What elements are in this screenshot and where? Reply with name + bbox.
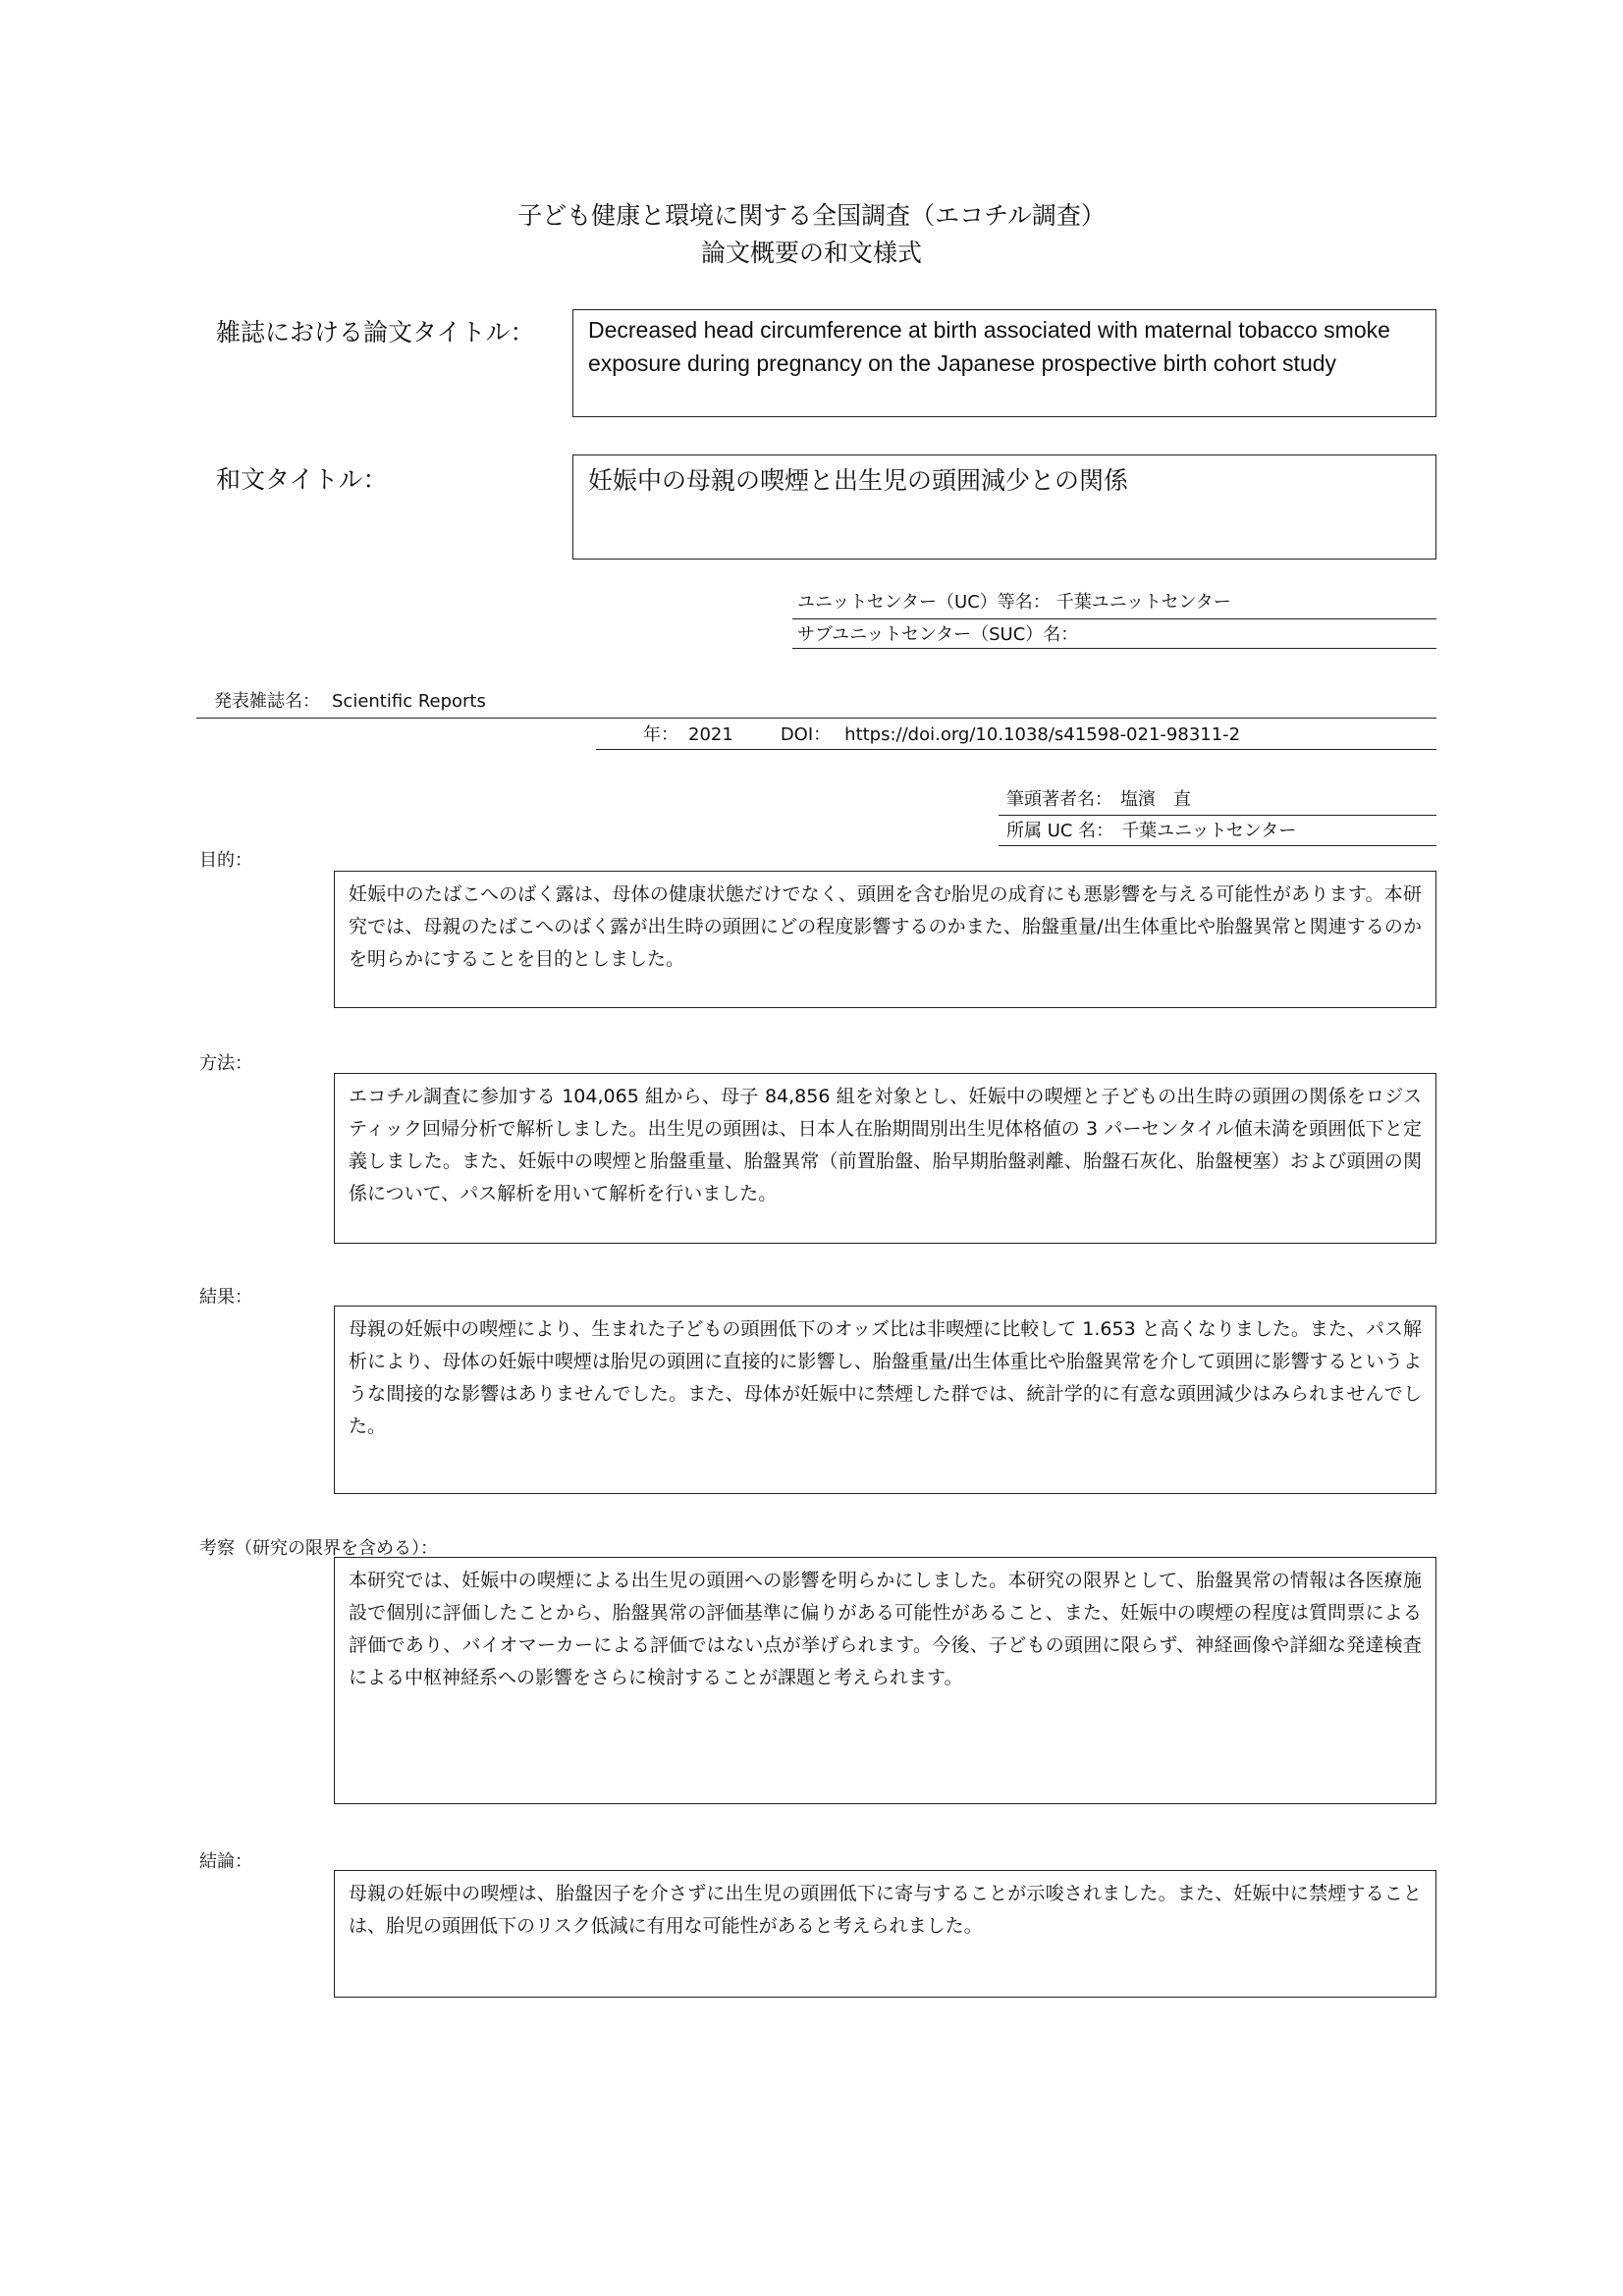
paper-title-box xyxy=(572,309,1436,417)
year-value: 2021 xyxy=(688,724,733,745)
first-author-label: 筆頭著者名： xyxy=(1006,789,1112,810)
doi-value: https://doi.org/10.1038/s41598-021-98311-2 xyxy=(844,724,1241,745)
unit-center-label: ユニットセンター（UC）等名： xyxy=(797,592,1051,613)
japanese-title-value: 妊娠中の母親の喫煙と出生児の頭囲減少との関係 xyxy=(588,466,1129,495)
conclusion-text: 母親の妊娠中の喫煙は、胎盤因子を介さずに出生児の頭囲低下に寄与することが示唆されました。また、妊娠中に禁煙することは、胎児の頭囲低下のリスク低減に有用な可能性があると考えられました。 xyxy=(349,1883,1422,1937)
method-box xyxy=(334,1073,1436,1244)
unit-center-row xyxy=(792,588,1436,619)
conclusion-label: 結論： xyxy=(199,1851,252,1872)
paper-title-label: 雑誌における論文タイトル： xyxy=(216,318,535,347)
japanese-title-label: 和文タイトル： xyxy=(216,465,388,494)
paper-title-value: Decreased head circumference at birth associated with maternal tobacco smoke exposure during pregnancy on the Japanese prospective birth cohort study xyxy=(588,317,1390,376)
form-subtitle: 論文概要の和文様式 xyxy=(700,239,922,267)
year-label: 年： xyxy=(643,724,678,745)
journal-row xyxy=(196,687,1436,719)
results-text: 母親の妊娠中の喫煙により、生まれた子どもの頭囲低下のオッズ比は非喫煙に比較して 1.653 と高くなりました。また、パス解析により、母体の妊娠中喫煙は胎児の頭囲に直接的に影響し、胎盤重量/出生体重比や胎盤異常を介して頭囲に影響するというような間接的な影響はありませんでした。また、母体が妊娠中に禁煙した群では、統計学的に有意な頭囲減少はみられませんでした。 xyxy=(349,1318,1422,1437)
sub-unit-center-row xyxy=(792,620,1436,649)
affiliation-label: 所属 UC 名： xyxy=(1006,821,1114,841)
method-label: 方法： xyxy=(199,1053,252,1074)
results-box xyxy=(334,1306,1436,1494)
discussion-text: 本研究では、妊娠中の喫煙による出生児の頭囲への影響を明らかにしました。本研究の限界として、胎盤異常の情報は各医療施設で個別に評価したことから、胎盤異常の評価基準に偏りがある可能性があること、また、妊娠中の喫煙の程度は質問票による評価であり、バイオマーカーによる評価ではない点が挙げられます。今後、子どもの頭囲に限らず、神経画像や詳細な発達検査による中枢神経系への影響をさらに検討することが課題と考えられます。 xyxy=(349,1570,1422,1688)
purpose-box xyxy=(334,871,1436,1008)
discussion-box xyxy=(334,1557,1436,1804)
sub-unit-center-label: サブユニットセンター（SUC）名： xyxy=(797,624,1079,645)
japanese-title-box xyxy=(572,454,1436,560)
affiliation-value: 千葉ユニットセンター xyxy=(1121,821,1297,841)
doi-label: DOI： xyxy=(780,724,832,745)
journal-label: 発表雑誌名： xyxy=(214,691,320,712)
form-title: 子ども健康と環境に関する全国調査（エコチル調査） xyxy=(517,201,1106,230)
method-text: エコチル調査に参加する 104,065 組から、母子 84,856 組を対象とし、妊娠中の喫煙と子どもの出生時の頭囲の関係をロジスティック回帰分析で解析しました。出生児の頭囲は、日本人在胎期間別出生児体格値の 3 パーセンタイル値未満を頭囲低下と定義しました。また、妊娠中の喫煙と胎盤重量、胎盤異常（前置胎盤、胎早期胎盤剥離、胎盤石灰化、胎盤梗塞）および頭囲の関係について、パス解析を用いて解析を行いました。 xyxy=(349,1086,1422,1204)
discussion-label: 考察（研究の限界を含める）： xyxy=(199,1538,438,1559)
journal-value: Scientific Reports xyxy=(332,691,486,712)
purpose-label: 目的： xyxy=(199,850,252,871)
unit-center-value: 千葉ユニットセンター xyxy=(1055,592,1231,613)
affiliation-row xyxy=(999,817,1436,846)
results-label: 結果： xyxy=(199,1287,252,1308)
first-author-row xyxy=(999,785,1436,816)
conclusion-box xyxy=(334,1870,1436,1998)
purpose-text: 妊娠中のたばこへのばく露は、母体の健康状態だけでなく、頭囲を含む胎児の成育にも悪影響を与える可能性があります。本研究では、母親のたばこへのばく露が出生時の頭囲にどの程度影響するのかまた、胎盤重量/出生体重比や胎盤異常と関連するのかを明らかにすることを目的としました。 xyxy=(349,883,1422,970)
first-author-value: 塩濱 直 xyxy=(1120,789,1191,810)
year-doi-row xyxy=(596,721,1436,750)
